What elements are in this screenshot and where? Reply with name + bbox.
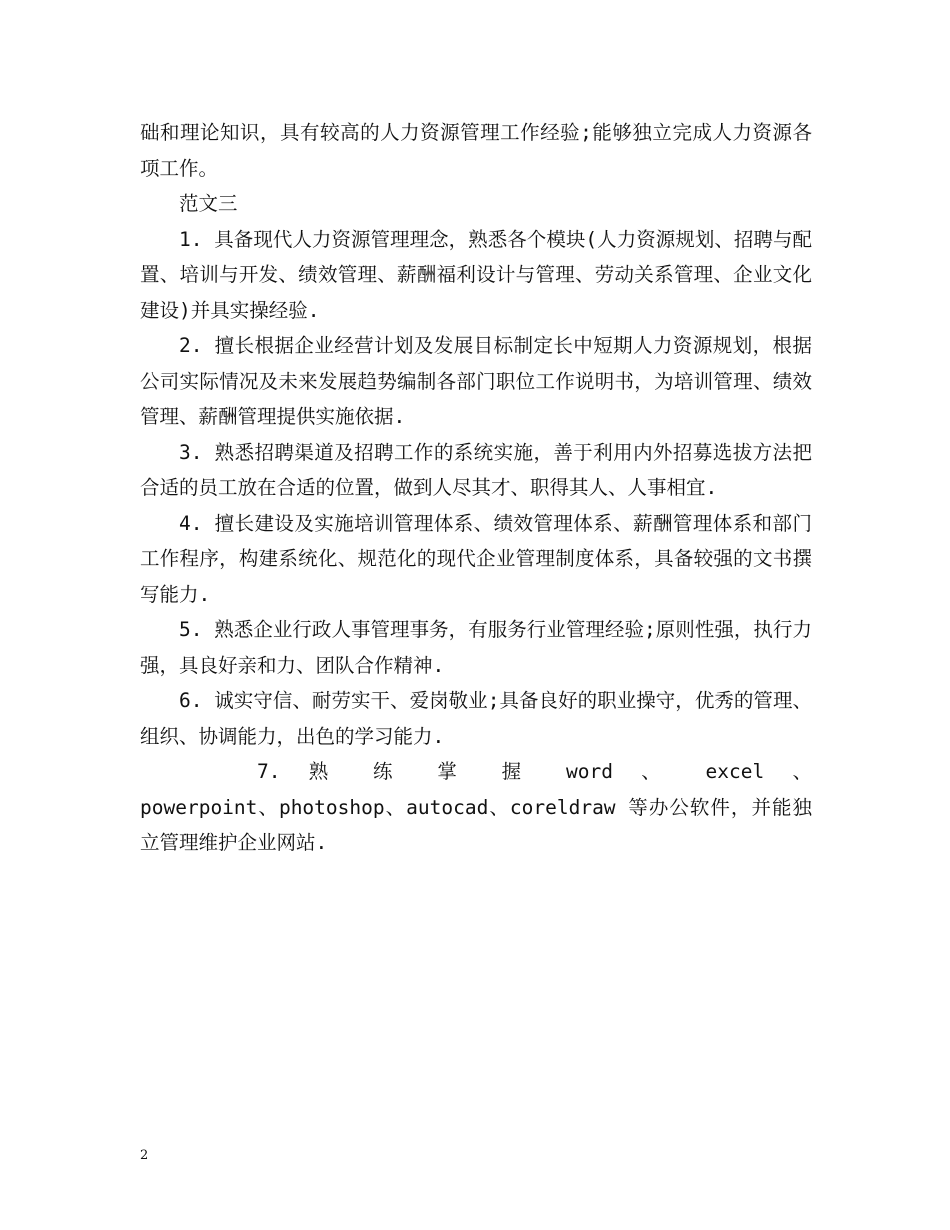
list-item-2: 2. 擅长根据企业经营计划及发展目标制定长中短期人力资源规划，根据公司实际情况及未来发展趋势编制各部门职位工作说明书，为培训管理、绩效管理、薪酬管理提供实施依据. [140, 334, 812, 428]
list-item-7-rest: powerpoint、photoshop、autocad、coreldraw 等办公软件，并能独立管理维护企业网站. [140, 795, 812, 854]
section-title: 范文三 [179, 192, 238, 215]
page-number: 2 [140, 1148, 149, 1163]
list-item-1: 1. 具备现代人力资源管理理念，熟悉各个模块(人力资源规划、招聘与配置、培训与开发、绩效管理、薪酬福利设计与管理、劳动关系管理、企业文化建设)并具实操经验. [140, 227, 812, 322]
list-item-4: 4. 擅长建设及实施培训管理体系、绩效管理体系、薪酬管理体系和部门工作程序，构建系统化、规范化的现代企业管理制度体系，具备较强的文书撰写能力. [140, 511, 812, 606]
continuation-paragraph: 础和理论知识，具有较高的人力资源管理工作经验;能够独立完成人力资源各项工作。 [140, 121, 812, 180]
list-item-7-first-line: 7. 熟 练 掌 握 word 、 excel 、 [257, 760, 812, 783]
list-item-6: 6. 诚实守信、耐劳实干、爱岗敬业;具备良好的职业操守，优秀的管理、组织、协调能力，出色的学习能力. [140, 689, 812, 748]
document-body [140, 115, 812, 861]
list-item-7 [140, 754, 812, 861]
list-item-3: 3. 熟悉招聘渠道及招聘工作的系统实施，善于利用内外招募选拔方法把合适的员工放在合适的位置，做到人尽其才、职得其人、人事相宜. [140, 440, 812, 499]
list-item-5: 5. 熟悉企业行政人事管理事务，有服务行业管理经验;原则性强，执行力强，具良好亲和力、团队合作精神. [140, 618, 812, 677]
